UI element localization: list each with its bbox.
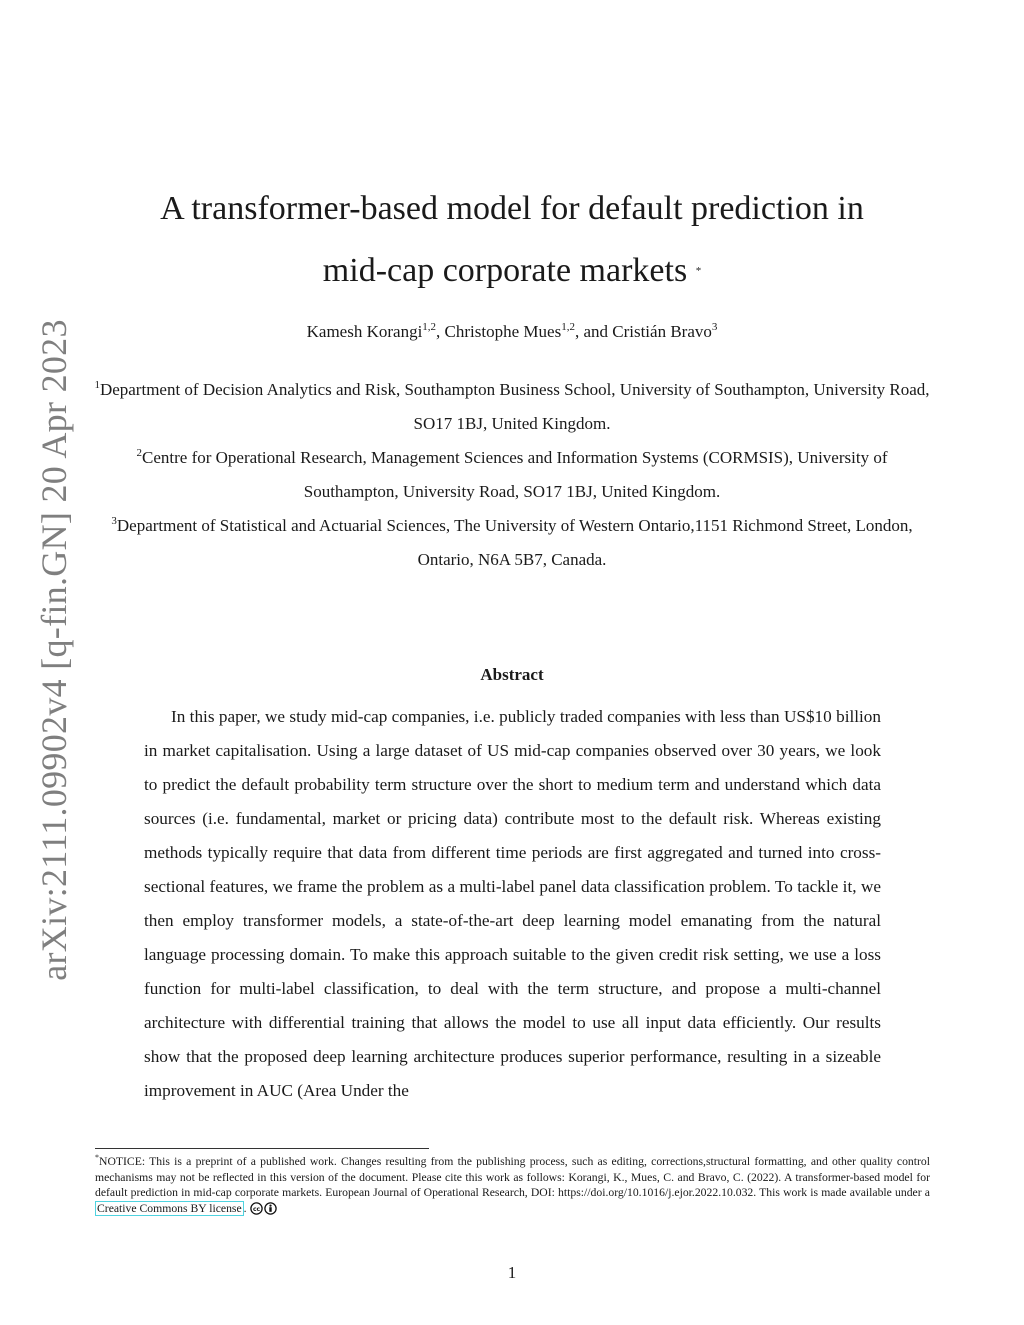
abstract-text: In this paper, we study mid-cap companies, i.e. publicly traded companies with less than US$10 billion in market capitalisation. Using a large dataset of US mid-cap companies observed over 30 years, we look to predict the default probability term structure over the short to medium term and understand which data sources (i.e. fundamental, market or pricing data) contribute most to the default risk. Whereas existing methods typically require that data from different time periods are first aggregated and turned into cross-sectional features, we frame the problem as a multi-label panel data classification problem. To tackle it, we then employ transformer models, a state-of-the-art deep learning model emanating from the natural language processing domain. To make this approach suitable to the given credit risk setting, we use a loss function for multi-label classification, to deal with the term structure, and propose a multi-channel architecture with differential training that allows the model to use all input data efficiently. Our results show that the proposed deep learning architecture produces superior performance, resulting in a sizeable improvement in AUC (Area Under the xyxy=(144,707,881,1100)
abstract-heading: Abstract xyxy=(480,665,544,684)
author-affiliation-ref: 1,2 xyxy=(422,321,437,333)
author-affiliation-ref: 1,2 xyxy=(561,321,575,333)
license-link[interactable]: Creative Commons BY license xyxy=(97,1201,242,1215)
author-affiliation-ref: 3 xyxy=(711,321,718,333)
footnote-marker: * xyxy=(95,1153,99,1162)
affiliation-item: $^1$Department of Decision Analytics and Risk, Southampton Business School, University of Southampton, University Road, SO17 1BJ, United Kingdom. xyxy=(94,379,930,433)
cc-license-icons xyxy=(250,1202,278,1220)
author-name: Kamesh Korangi xyxy=(306,322,423,341)
affiliation-item: $^3$Department of Statistical and Actuarial Sciences, The University of Western Ontario,1151 Richmond Street, London, Ontario, N6A 5B7, Canada. xyxy=(111,515,913,569)
affiliation-item: $^2$Centre for Operational Research, Management Sciences and Information Systems (CORMSIS), University of Southampton, University Road, SO17 1BJ, United Kingdom. xyxy=(136,447,888,501)
footnote-divider xyxy=(95,1148,429,1149)
title-footnote-marker[interactable]: * xyxy=(695,265,702,277)
title-line-2: mid-cap corporate markets xyxy=(322,252,688,289)
author-name: Christophe Mues xyxy=(444,322,562,341)
author-name: Cristián Bravo xyxy=(612,322,712,341)
footnote: *NOTICE: This is a preprint of a published work. Changes resulting from the publishing process, such as editing, corrections,structural formatting, and other quality control mechanisms may not be reflected in this version of the document. Please cite this work as follows: Korangi, K., Mues, C. and Bravo, C. (2022). A transformer-based model for default prediction in mid-cap corporate markets. European Journal of Operational Research, DOI: https://doi.org/10.1016/j.ejor.2022.10.032. This work is made available under a Creative Commons BY license . cc xyxy=(95,1154,930,1219)
affiliation-list xyxy=(90,373,934,577)
footnote-text: NOTICE: This is a preprint of a published work. Changes resulting from the publishing process, such as editing, corrections,structural formatting, and other quality control mechanisms may not be reflected in this version of the document. Please cite this work as follows: Korangi, K., Mues, C. and Bravo, C. (2022). A transformer-based model for default prediction in mid-cap corporate markets. European Journal of Operational Research, DOI: https://doi.org/10.1016/j.ejor.2022.10.032. This work is made available under a xyxy=(95,1155,930,1200)
arxiv-identifier: arXiv:2111.09902v4 [q-fin.GN] 20 Apr 2023 xyxy=(34,319,74,981)
paper-title xyxy=(100,178,924,302)
author-list: Kamesh Korangi$^{1,2}$, Christophe Mues$^{1,2}$, and Cristián Bravo$^3$ xyxy=(306,321,718,341)
svg-text:cc: cc xyxy=(252,1205,260,1213)
title-line-1: A transformer-based model for default prediction in xyxy=(160,190,864,227)
page-number: 1 xyxy=(507,1263,517,1282)
cc-by-icon xyxy=(250,1202,278,1215)
